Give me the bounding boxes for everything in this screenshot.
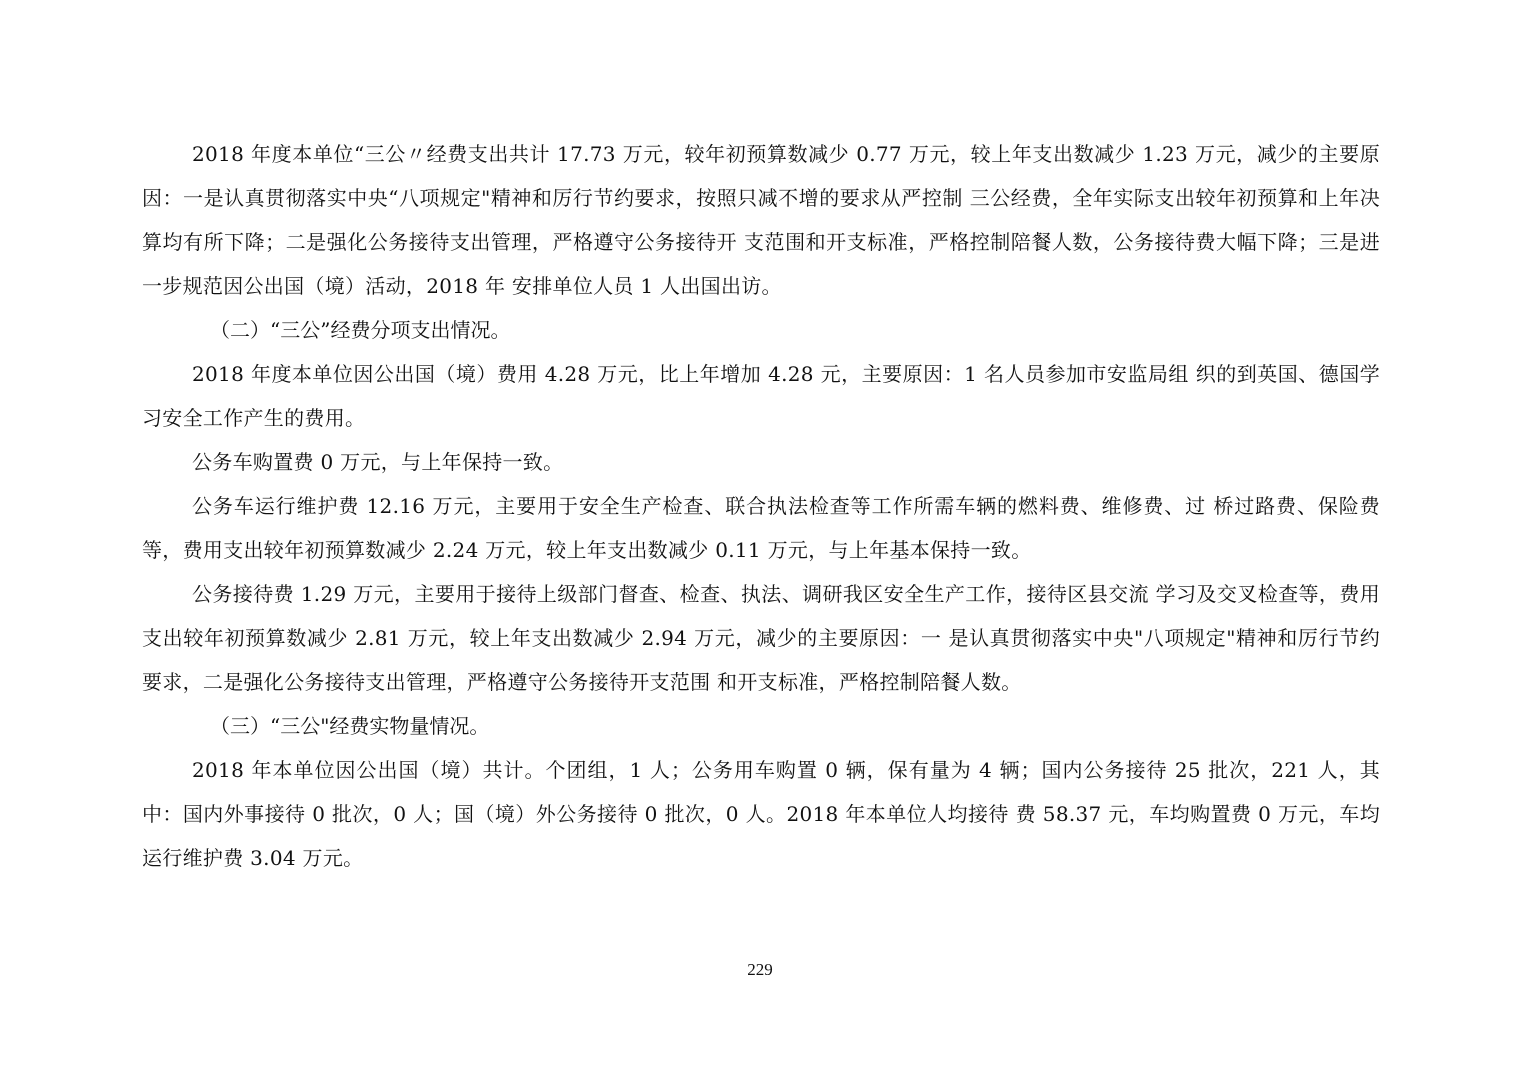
section-heading-itemized-expenses: （二）“三公”经费分项支出情况。 [210,318,511,342]
paragraph-reception-expenses: 公务接待费 1.29 万元，主要用于接待上级部门督查、检查、执法、调研我区安全生产工作，接待区县交流 学习及交叉检查等，费用支出较年初预算数减少 2.81 万元，较上年支出数减少 2.94 万元，减少的主要原因：一 是认真贯彻落实中央"八项规定"精神和厉行节约要求，二是强化公务接待支出管理，严格遵守公务接待开支范围 和开支标准，严格控制陪餐人数。 [142,582,1380,694]
page-number: 229 [747,960,773,979]
paragraph-vehicle-maintenance: 公务车运行维护费 12.16 万元，主要用于安全生产检查、联合执法检查等工作所需车辆的燃料费、维修费、过 桥过路费、保险费等，费用支出较年初预算数减少 2.24 万元，较上年支出数减少 0.11 万元，与上年基本保持一致。 [142,494,1380,562]
section-heading-physical-quantities: （三）“三公"经费实物量情况。 [210,714,490,738]
paragraph-vehicle-purchase: 公务车购置费 0 万元，与上年保持一致。 [192,450,564,474]
paragraph-summary: 2018 年度本单位“三公〃经费支出共计 17.73 万元，较年初预算数减少 0.77 万元，较上年支出数减少 1.23 万元，减少的主要原因：一是认真贯彻落实中央“八项规定"精神和厉行节约要求，按照只减不增的要求从严控制 三公经费，全年实际支出较年初预算和上年决算均有所下降；二是强化公务接待支出管理，严格遵守公务接待开 支范围和开支标准，严格控制陪餐人数，公务接待费大幅下降；三是进一步规范因公出国（境）活动，2018 年 安排单位人员 1 人出国出访。 [142,142,1380,298]
paragraph-physical-quantities: 2018 年本单位因公出国（境）共计。个团组，1 人；公务用车购置 0 辆，保有量为 4 辆；国内公务接待 25 批次，221 人，其中：国内外事接待 0 批次，0 人；国（境）外公务接待 0 批次，0 人。2018 年本单位人均接待 费 58.37 元，车均购置费 0 万元，车均运行维护费 3.04 万元。 [142,758,1380,870]
paragraph-overseas-travel: 2018 年度本单位因公出国（境）费用 4.28 万元，比上年增加 4.28 元，主要原因：1 名人员参加市安监局组 织的到英国、德国学习安全工作产生的费用。 [142,362,1380,430]
document-body [142,132,1380,880]
